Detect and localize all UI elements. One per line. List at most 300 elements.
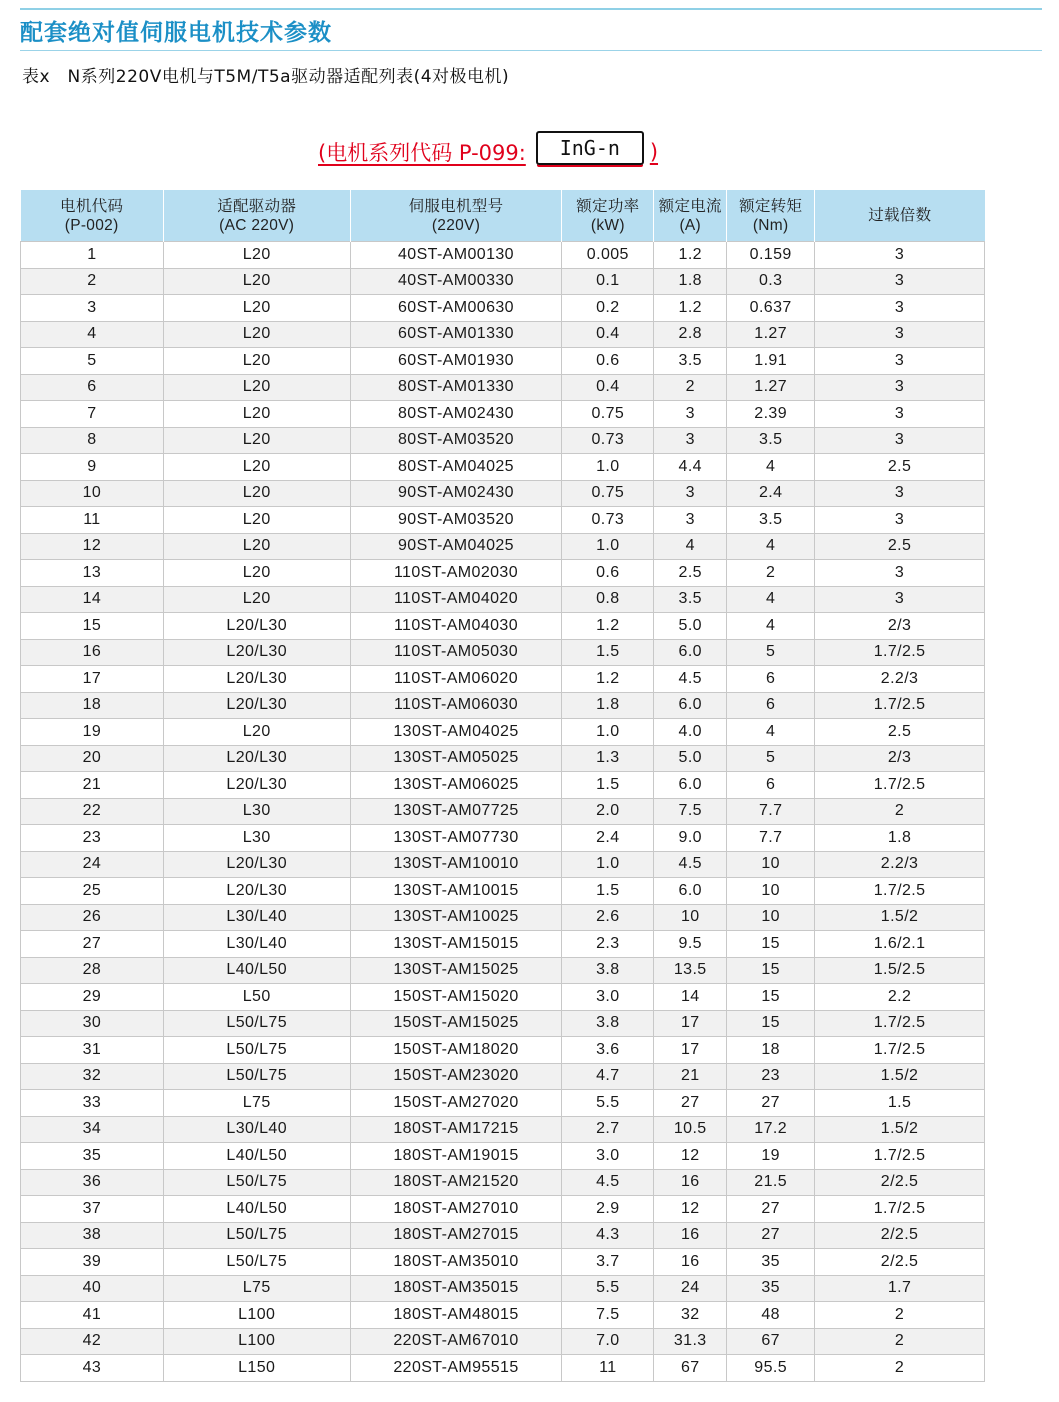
cell-col-motor-model: 110ST-AM02030 <box>350 560 562 587</box>
cell-col-rated-torque: 7.7 <box>727 798 815 825</box>
cell-col-drive: L50/L75 <box>163 1010 350 1037</box>
cell-col-overload: 2 <box>815 798 985 825</box>
cell-col-motor-model: 130ST-AM06025 <box>350 772 562 799</box>
cell-col-rated-power: 4.7 <box>562 1063 654 1090</box>
cell-col-motor-model: 80ST-AM02430 <box>350 401 562 428</box>
table-row <box>21 1328 985 1355</box>
cell-col-overload: 3 <box>815 586 985 613</box>
table-row <box>21 1169 985 1196</box>
table-row <box>21 613 985 640</box>
cell-col-drive: L20 <box>163 507 350 534</box>
cell-col-rated-current: 4.5 <box>654 666 727 693</box>
page-title: 配套绝对值伺服电机技术参数 <box>20 19 332 46</box>
cell-col-rated-power: 3.0 <box>562 1143 654 1170</box>
cell-col-drive: L20 <box>163 242 350 269</box>
cell-col-rated-power: 0.005 <box>562 242 654 269</box>
cell-col-rated-torque: 17.2 <box>727 1116 815 1143</box>
table-row <box>21 1090 985 1117</box>
cell-col-motor-model: 110ST-AM06020 <box>350 666 562 693</box>
cell-col-motor-code: 43 <box>21 1355 164 1382</box>
cell-col-rated-power: 5.5 <box>562 1090 654 1117</box>
table-row <box>21 533 985 560</box>
cell-col-rated-power: 0.75 <box>562 480 654 507</box>
cell-col-rated-current: 2.5 <box>654 560 727 587</box>
cell-col-rated-current: 17 <box>654 1010 727 1037</box>
cell-col-drive: L40/L50 <box>163 1196 350 1223</box>
cell-col-motor-code: 12 <box>21 533 164 560</box>
cell-col-rated-power: 1.0 <box>562 719 654 746</box>
cell-col-motor-code: 40 <box>21 1275 164 1302</box>
table-row <box>21 1116 985 1143</box>
cell-col-motor-code: 33 <box>21 1090 164 1117</box>
cell-col-rated-torque: 2.39 <box>727 401 815 428</box>
table-body <box>21 242 985 1382</box>
cell-col-rated-power: 3.8 <box>562 957 654 984</box>
header-text: (Nm) <box>752 216 789 234</box>
cell-col-motor-model: 220ST-AM67010 <box>350 1328 562 1355</box>
cell-col-motor-model: 150ST-AM23020 <box>350 1063 562 1090</box>
cell-col-rated-torque: 18 <box>727 1037 815 1064</box>
cell-col-drive: L20 <box>163 454 350 481</box>
cell-col-rated-torque: 3.5 <box>727 427 815 454</box>
header-col-motor-model <box>350 190 562 242</box>
cell-col-rated-current: 67 <box>654 1355 727 1382</box>
header-text: 过载倍数 <box>868 207 932 224</box>
cell-col-motor-code: 10 <box>21 480 164 507</box>
table-row <box>21 825 985 852</box>
cell-col-rated-power: 1.8 <box>562 692 654 719</box>
cell-col-motor-code: 15 <box>21 613 164 640</box>
header-col-overload <box>815 190 985 242</box>
cell-col-motor-code: 13 <box>21 560 164 587</box>
table-row <box>21 454 985 481</box>
cell-col-overload: 1.5/2 <box>815 1116 985 1143</box>
cell-col-rated-torque: 6 <box>727 692 815 719</box>
cell-col-rated-torque: 10 <box>727 851 815 878</box>
cell-col-drive: L20 <box>163 348 350 375</box>
cell-col-motor-model: 130ST-AM07725 <box>350 798 562 825</box>
cell-col-drive: L75 <box>163 1090 350 1117</box>
cell-col-rated-power: 3.8 <box>562 1010 654 1037</box>
cell-col-motor-code: 4 <box>21 321 164 348</box>
cell-col-overload: 1.5/2.5 <box>815 957 985 984</box>
cell-col-motor-code: 19 <box>21 719 164 746</box>
cell-col-motor-model: 90ST-AM03520 <box>350 507 562 534</box>
cell-col-overload: 2.5 <box>815 533 985 560</box>
cell-col-rated-current: 5.0 <box>654 613 727 640</box>
cell-col-motor-code: 42 <box>21 1328 164 1355</box>
header-text: 额定转矩 <box>739 197 803 215</box>
cell-col-motor-code: 24 <box>21 851 164 878</box>
cell-col-motor-model: 180ST-AM27015 <box>350 1222 562 1249</box>
cell-col-rated-power: 0.73 <box>562 507 654 534</box>
cell-col-drive: L20 <box>163 401 350 428</box>
cell-col-rated-power: 1.2 <box>562 613 654 640</box>
cell-col-rated-current: 2.8 <box>654 321 727 348</box>
cell-col-rated-current: 1.8 <box>654 268 727 295</box>
cell-col-overload: 3 <box>815 427 985 454</box>
cell-col-motor-code: 30 <box>21 1010 164 1037</box>
cell-col-drive: L30/L40 <box>163 904 350 931</box>
cell-col-rated-power: 7.5 <box>562 1302 654 1329</box>
cell-col-rated-power: 0.75 <box>562 401 654 428</box>
cell-col-rated-current: 6.0 <box>654 639 727 666</box>
cell-col-overload: 2.5 <box>815 454 985 481</box>
cell-col-motor-model: 80ST-AM01330 <box>350 374 562 401</box>
cell-col-motor-code: 35 <box>21 1143 164 1170</box>
cell-col-overload: 3 <box>815 348 985 375</box>
table-row <box>21 1010 985 1037</box>
cell-col-drive: L40/L50 <box>163 957 350 984</box>
cell-col-rated-torque: 1.27 <box>727 374 815 401</box>
cell-col-rated-power: 2.6 <box>562 904 654 931</box>
header-text: 电机代码 <box>60 197 124 215</box>
cell-col-rated-current: 4.5 <box>654 851 727 878</box>
header-text: (220V) <box>431 216 481 234</box>
cell-col-overload: 2.5 <box>815 719 985 746</box>
header-text: (AC 220V) <box>219 216 295 234</box>
cell-col-overload: 1.5 <box>815 1090 985 1117</box>
cell-col-drive: L40/L50 <box>163 1143 350 1170</box>
cell-col-drive: L20 <box>163 295 350 322</box>
cell-col-motor-model: 110ST-AM06030 <box>350 692 562 719</box>
cell-col-rated-torque: 27 <box>727 1090 815 1117</box>
cell-col-rated-power: 11 <box>562 1355 654 1382</box>
cell-col-overload: 1.6/2.1 <box>815 931 985 958</box>
cell-col-rated-current: 10.5 <box>654 1116 727 1143</box>
cell-col-rated-torque: 1.91 <box>727 348 815 375</box>
cell-col-rated-torque: 27 <box>727 1196 815 1223</box>
cell-col-motor-code: 21 <box>21 772 164 799</box>
cell-col-overload: 1.7/2.5 <box>815 1037 985 1064</box>
table-row <box>21 295 985 322</box>
cell-col-rated-current: 1.2 <box>654 295 727 322</box>
cell-col-rated-power: 0.2 <box>562 295 654 322</box>
cell-col-motor-code: 5 <box>21 348 164 375</box>
cell-col-drive: L50/L75 <box>163 1249 350 1276</box>
cell-col-rated-current: 3 <box>654 507 727 534</box>
lcd-display-code: InG-n <box>536 131 644 165</box>
cell-col-overload: 3 <box>815 295 985 322</box>
cell-col-rated-power: 0.4 <box>562 374 654 401</box>
cell-col-rated-current: 4 <box>654 533 727 560</box>
cell-col-rated-torque: 10 <box>727 878 815 905</box>
table-header-row <box>21 190 985 242</box>
table-row <box>21 851 985 878</box>
table-row <box>21 1222 985 1249</box>
cell-col-rated-current: 3 <box>654 427 727 454</box>
cell-col-drive: L20/L30 <box>163 851 350 878</box>
cell-col-overload: 1.7/2.5 <box>815 878 985 905</box>
table-row <box>21 745 985 772</box>
cell-col-rated-current: 16 <box>654 1249 727 1276</box>
cell-col-rated-torque: 3.5 <box>727 507 815 534</box>
cell-col-rated-current: 32 <box>654 1302 727 1329</box>
cell-col-rated-current: 6.0 <box>654 692 727 719</box>
cell-col-rated-torque: 4 <box>727 586 815 613</box>
cell-col-motor-code: 26 <box>21 904 164 931</box>
table-row <box>21 348 985 375</box>
cell-col-rated-current: 12 <box>654 1143 727 1170</box>
cell-col-rated-power: 1.5 <box>562 878 654 905</box>
cell-col-motor-model: 150ST-AM15025 <box>350 1010 562 1037</box>
cell-col-motor-code: 34 <box>21 1116 164 1143</box>
cell-col-motor-model: 150ST-AM27020 <box>350 1090 562 1117</box>
cell-col-motor-code: 32 <box>21 1063 164 1090</box>
table-row <box>21 1037 985 1064</box>
table-row <box>21 268 985 295</box>
cell-col-motor-code: 6 <box>21 374 164 401</box>
cell-col-rated-power: 4.3 <box>562 1222 654 1249</box>
cell-col-rated-power: 3.7 <box>562 1249 654 1276</box>
cell-col-rated-torque: 4 <box>727 613 815 640</box>
cell-col-rated-current: 4.4 <box>654 454 727 481</box>
series-code-suffix: ) <box>649 140 659 164</box>
cell-col-motor-model: 180ST-AM35010 <box>350 1249 562 1276</box>
table-row <box>21 931 985 958</box>
cell-col-motor-model: 80ST-AM03520 <box>350 427 562 454</box>
cell-col-motor-model: 40ST-AM00130 <box>350 242 562 269</box>
cell-col-rated-current: 3.5 <box>654 586 727 613</box>
cell-col-motor-model: 80ST-AM04025 <box>350 454 562 481</box>
cell-col-motor-model: 40ST-AM00330 <box>350 268 562 295</box>
table-row <box>21 1143 985 1170</box>
header-text: 额定功率 <box>576 197 640 215</box>
cell-col-motor-model: 180ST-AM48015 <box>350 1302 562 1329</box>
cell-col-rated-power: 1.0 <box>562 851 654 878</box>
cell-col-drive: L20 <box>163 480 350 507</box>
cell-col-drive: L20 <box>163 268 350 295</box>
cell-col-motor-code: 1 <box>21 242 164 269</box>
header-col-motor-code <box>21 190 164 242</box>
cell-col-drive: L20/L30 <box>163 639 350 666</box>
cell-col-rated-current: 31.3 <box>654 1328 727 1355</box>
table-row <box>21 692 985 719</box>
cell-col-rated-power: 3.6 <box>562 1037 654 1064</box>
cell-col-overload: 3 <box>815 401 985 428</box>
cell-col-rated-power: 0.8 <box>562 586 654 613</box>
cell-col-rated-current: 2 <box>654 374 727 401</box>
table-row <box>21 957 985 984</box>
cell-col-rated-power: 1.0 <box>562 454 654 481</box>
cell-col-drive: L150 <box>163 1355 350 1382</box>
cell-col-drive: L75 <box>163 1275 350 1302</box>
cell-col-drive: L20/L30 <box>163 878 350 905</box>
cell-col-drive: L50/L75 <box>163 1169 350 1196</box>
cell-col-rated-torque: 5 <box>727 639 815 666</box>
cell-col-motor-code: 36 <box>21 1169 164 1196</box>
cell-col-drive: L100 <box>163 1302 350 1329</box>
cell-col-drive: L50/L75 <box>163 1063 350 1090</box>
cell-col-overload: 2 <box>815 1328 985 1355</box>
cell-col-overload: 3 <box>815 480 985 507</box>
cell-col-rated-current: 13.5 <box>654 957 727 984</box>
cell-col-motor-code: 8 <box>21 427 164 454</box>
cell-col-motor-code: 2 <box>21 268 164 295</box>
cell-col-motor-code: 29 <box>21 984 164 1011</box>
cell-col-motor-model: 150ST-AM18020 <box>350 1037 562 1064</box>
table-row <box>21 242 985 269</box>
cell-col-rated-torque: 15 <box>727 984 815 1011</box>
series-code-line <box>318 132 658 172</box>
cell-col-rated-torque: 15 <box>727 931 815 958</box>
cell-col-drive: L20 <box>163 374 350 401</box>
heading-divider <box>20 50 1042 51</box>
cell-col-motor-model: 60ST-AM01930 <box>350 348 562 375</box>
cell-col-drive: L30/L40 <box>163 931 350 958</box>
cell-col-motor-code: 38 <box>21 1222 164 1249</box>
cell-col-rated-power: 2.4 <box>562 825 654 852</box>
cell-col-overload: 2/3 <box>815 613 985 640</box>
cell-col-overload: 2 <box>815 1355 985 1382</box>
cell-col-motor-code: 7 <box>21 401 164 428</box>
cell-col-motor-code: 14 <box>21 586 164 613</box>
table-row <box>21 666 985 693</box>
cell-col-motor-model: 90ST-AM04025 <box>350 533 562 560</box>
cell-col-motor-code: 23 <box>21 825 164 852</box>
cell-col-overload: 2/2.5 <box>815 1249 985 1276</box>
cell-col-rated-torque: 5 <box>727 745 815 772</box>
cell-col-overload: 1.5/2 <box>815 904 985 931</box>
cell-col-rated-power: 2.9 <box>562 1196 654 1223</box>
table-row <box>21 798 985 825</box>
cell-col-rated-torque: 0.3 <box>727 268 815 295</box>
cell-col-rated-current: 6.0 <box>654 878 727 905</box>
cell-col-drive: L30/L40 <box>163 1116 350 1143</box>
cell-col-overload: 1.7 <box>815 1275 985 1302</box>
cell-col-rated-power: 1.2 <box>562 666 654 693</box>
cell-col-drive: L50 <box>163 984 350 1011</box>
cell-col-rated-current: 7.5 <box>654 798 727 825</box>
top-rule <box>20 8 1042 10</box>
cell-col-overload: 3 <box>815 268 985 295</box>
cell-col-rated-current: 1.2 <box>654 242 727 269</box>
cell-col-motor-code: 39 <box>21 1249 164 1276</box>
cell-col-rated-current: 6.0 <box>654 772 727 799</box>
cell-col-rated-torque: 0.159 <box>727 242 815 269</box>
table-row <box>21 904 985 931</box>
cell-col-rated-torque: 2 <box>727 560 815 587</box>
cell-col-drive: L50/L75 <box>163 1222 350 1249</box>
cell-col-overload: 1.7/2.5 <box>815 692 985 719</box>
cell-col-rated-power: 0.6 <box>562 560 654 587</box>
cell-col-motor-model: 110ST-AM04030 <box>350 613 562 640</box>
cell-col-rated-torque: 27 <box>727 1222 815 1249</box>
cell-col-rated-torque: 6 <box>727 772 815 799</box>
cell-col-rated-torque: 67 <box>727 1328 815 1355</box>
cell-col-drive: L20/L30 <box>163 745 350 772</box>
cell-col-rated-torque: 0.637 <box>727 295 815 322</box>
cell-col-drive: L100 <box>163 1328 350 1355</box>
cell-col-motor-model: 180ST-AM27010 <box>350 1196 562 1223</box>
cell-col-overload: 3 <box>815 374 985 401</box>
cell-col-overload: 2/2.5 <box>815 1222 985 1249</box>
cell-col-drive: L20/L30 <box>163 666 350 693</box>
cell-col-rated-power: 4.5 <box>562 1169 654 1196</box>
header-col-drive <box>163 190 350 242</box>
header-text: (kW) <box>590 216 625 234</box>
cell-col-rated-torque: 6 <box>727 666 815 693</box>
header-text: 伺服电机型号 <box>408 197 504 215</box>
cell-col-drive: L50/L75 <box>163 1037 350 1064</box>
cell-col-motor-code: 11 <box>21 507 164 534</box>
cell-col-rated-current: 12 <box>654 1196 727 1223</box>
cell-col-motor-model: 130ST-AM10015 <box>350 878 562 905</box>
cell-col-overload: 3 <box>815 507 985 534</box>
table-row <box>21 374 985 401</box>
cell-col-rated-current: 24 <box>654 1275 727 1302</box>
cell-col-overload: 2/2.5 <box>815 1169 985 1196</box>
cell-col-rated-power: 0.73 <box>562 427 654 454</box>
series-code-prefix: (电机系列代码 P-099: <box>318 141 526 165</box>
cell-col-rated-power: 1.5 <box>562 772 654 799</box>
table-row <box>21 1302 985 1329</box>
cell-col-motor-model: 180ST-AM35015 <box>350 1275 562 1302</box>
header-text: (P-002) <box>64 216 119 234</box>
cell-col-rated-current: 17 <box>654 1037 727 1064</box>
cell-col-motor-code: 41 <box>21 1302 164 1329</box>
cell-col-overload: 3 <box>815 321 985 348</box>
cell-col-rated-power: 1.5 <box>562 639 654 666</box>
cell-col-motor-model: 90ST-AM02430 <box>350 480 562 507</box>
cell-col-overload: 1.7/2.5 <box>815 1143 985 1170</box>
cell-col-rated-current: 21 <box>654 1063 727 1090</box>
cell-col-drive: L20 <box>163 586 350 613</box>
header-text: 适配驱动器 <box>217 197 297 215</box>
cell-col-drive: L20 <box>163 719 350 746</box>
cell-col-rated-power: 5.5 <box>562 1275 654 1302</box>
cell-col-motor-code: 37 <box>21 1196 164 1223</box>
cell-col-drive: L20 <box>163 533 350 560</box>
table-row <box>21 719 985 746</box>
cell-col-rated-torque: 48 <box>727 1302 815 1329</box>
cell-col-rated-power: 0.1 <box>562 268 654 295</box>
table-row <box>21 1063 985 1090</box>
table-row <box>21 984 985 1011</box>
table-row <box>21 1196 985 1223</box>
cell-col-rated-power: 0.4 <box>562 321 654 348</box>
cell-col-motor-model: 180ST-AM21520 <box>350 1169 562 1196</box>
cell-col-rated-power: 1.3 <box>562 745 654 772</box>
table-row <box>21 878 985 905</box>
table-row <box>21 401 985 428</box>
cell-col-overload: 1.8 <box>815 825 985 852</box>
cell-col-motor-model: 180ST-AM17215 <box>350 1116 562 1143</box>
cell-col-rated-current: 3.5 <box>654 348 727 375</box>
cell-col-motor-code: 27 <box>21 931 164 958</box>
table-row <box>21 639 985 666</box>
cell-col-drive: L20/L30 <box>163 613 350 640</box>
cell-col-motor-model: 130ST-AM05025 <box>350 745 562 772</box>
cell-col-overload: 1.7/2.5 <box>815 1010 985 1037</box>
cell-col-motor-model: 220ST-AM95515 <box>350 1355 562 1382</box>
header-text: (A) <box>679 216 702 234</box>
cell-col-overload: 2 <box>815 1302 985 1329</box>
cell-col-rated-power: 1.0 <box>562 533 654 560</box>
cell-col-motor-code: 22 <box>21 798 164 825</box>
cell-col-rated-power: 7.0 <box>562 1328 654 1355</box>
cell-col-rated-current: 3 <box>654 401 727 428</box>
cell-col-rated-current: 9.0 <box>654 825 727 852</box>
cell-col-rated-power: 2.0 <box>562 798 654 825</box>
table-row <box>21 321 985 348</box>
cell-col-motor-model: 110ST-AM05030 <box>350 639 562 666</box>
cell-col-motor-code: 25 <box>21 878 164 905</box>
cell-col-rated-torque: 15 <box>727 1010 815 1037</box>
cell-col-overload: 2/3 <box>815 745 985 772</box>
cell-col-overload: 1.7/2.5 <box>815 772 985 799</box>
cell-col-rated-torque: 7.7 <box>727 825 815 852</box>
